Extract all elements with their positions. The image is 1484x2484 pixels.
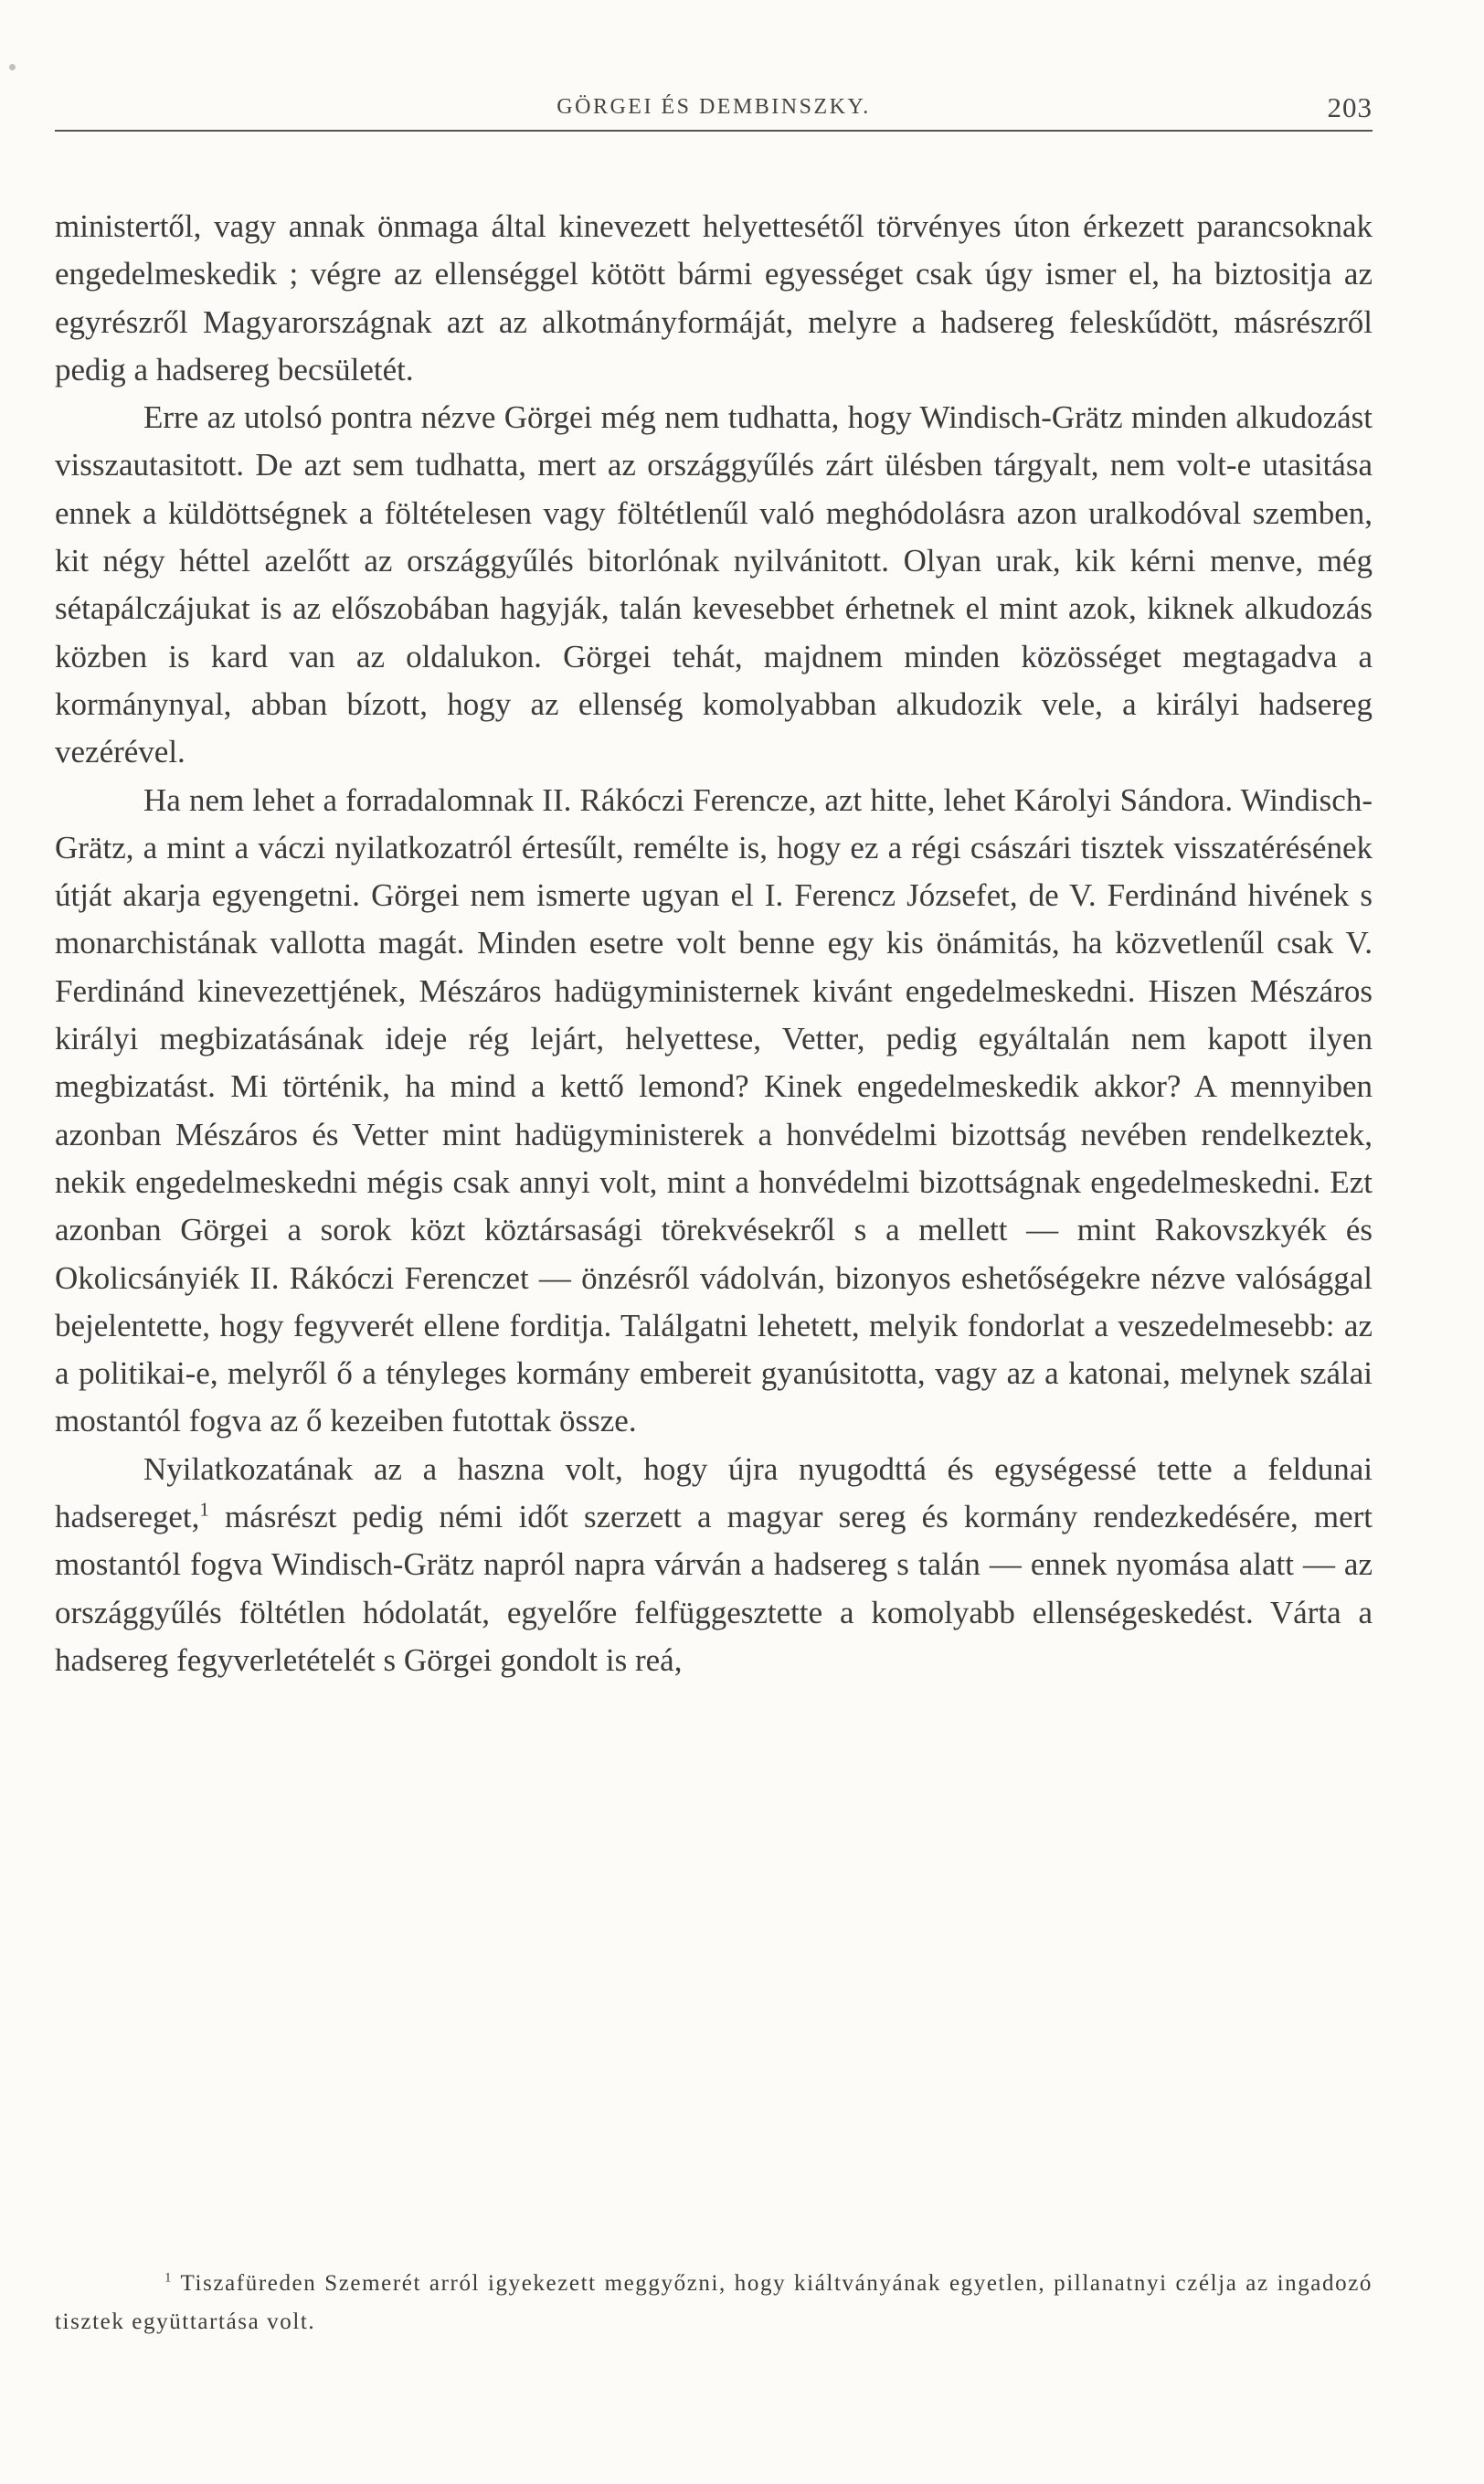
running-title: GÖRGEI ÉS DEMBINSZKY. (556, 95, 871, 119)
running-head (55, 90, 1373, 128)
paragraph-4-end: másrészt pedig némi időt szerzett a magyar sereg és kormány rendezkedésére, mert mostantól fogva Windisch-Grätz napról napra várván a hadsereg s talán — ennek nyomása alatt — az országgyűlés föltétlen hódolatát, egyelőre felfüggesztette a komolyabb ellenségeskedést. Várta a hadsereg fegyverletételét s Görgei gondolt is reá, (55, 1499, 1373, 1678)
page-number: 203 (1327, 91, 1373, 123)
paragraph-4 (55, 1446, 1373, 1684)
footnote-text-block (55, 2265, 1373, 2341)
footnote (55, 2265, 1373, 2341)
paragraph-1: ministertől, vagy annak önmaga által kinevezett helyettesétől törvényes úton érkezett parancsoknak engedelmeskedik ; végre az ellenséggel kötött bármi egyességet csak úgy ismer el, ha biztositja az egyrészről Magyarországnak azt az alkotmányformáját, melyre a hadsereg feleskűdött, másrészről pedig a hadsereg becsületét. (55, 208, 1373, 387)
paragraph-4-start: Nyilatkozatának az a haszna volt, hogy újra nyugodttá és egységessé tette a feldunai hadsereget, (55, 1450, 1373, 1535)
footnote-text: Tiszafüreden Szemerét arról igyekezett meggyőzni, hogy kiáltványának egyetlen, pillanatnyi czélja az ingadozó tisztek együttartása volt. (55, 2271, 1373, 2334)
body-text (55, 203, 1373, 1684)
paper-speck (9, 64, 16, 70)
footnote-marker: 1 (164, 2270, 174, 2286)
paragraph-3: Ha nem lehet a forradalomnak II. Rákóczi Ferencze, azt hitte, lehet Károlyi Sándora. Windisch-Grätz, a mint a váczi nyilatkozatról értesűlt, remélte is, hogy ez a régi császári tisztek visszatérésének útját akarja egyengetni. Görgei nem ismerte ugyan el I. Ferencz Józsefet, de V. Ferdinánd hivének s monarchistának vallotta magát. Minden esetre volt benne egy kis önámitás, ha közvetlenűl csak V. Ferdinánd kinevezettjének, Mészáros hadügyministernek kivánt engedelmeskedni. Hiszen Mészáros királyi megbizatásának ideje rég lejárt, helyettese, Vetter, pedig egyáltalán nem kapott ilyen megbizatást. Mi történik, ha mind a kettő lemond? Kinek engedelmeskedik akkor? A mennyiben azonban Mészáros és Vetter mint hadügyministerek a honvédelmi bizottság nevében rendelkeztek, nekik engedelmeskedni mégis csak annyi volt, mint a honvédelmi bizottságnak engedelmeskedni. Ezt azonban Görgei a sorok közt köztársasági törekvésekről s a mellett — mint Rakovszkyék és Okolicsányiék II. Rákóczi Ferenczet — önzésről vádolván, bizonyos eshetőségekre nézve valósággal bejelentette, hogy fegyverét ellene forditja. Találgatni lehetett, melyik fondorlat a veszedelmesebb: az a politikai-e, melyről ő a tényleges kormány embereit gyanúsitotta, vagy az a katonai, melynek szálai mostantól fogva az ő kezeiben futottak össze. (55, 781, 1373, 1439)
footnote-reference: 1 (199, 1498, 209, 1521)
header-rule (55, 130, 1373, 132)
paragraph-2: Erre az utolsó pontra nézve Görgei még nem tudhatta, hogy Windisch-Grätz minden alkudozást visszautasitott. De azt sem tudhatta, mert az országgyűlés zárt ülésben tárgyalt, nem volt-e utasitása ennek a küldöttségnek a föltételesen vagy föltétlenűl való meghódolásra azon uralkodóval szemben, kit négy héttel azelőtt az országgyűlés bitorlónak nyilvánitott. Olyan urak, kik kérni menve, még sétapálczájukat is az előszobában hagyják, talán kevesebbet érhetnek el mint azok, kiknek alkudozás közben is kard van az oldalukon. Görgei tehát, majdnem minden közösséget megtagadva a kormánynyal, abban bízott, hogy az ellenség komolyabban alkudozik vele, a királyi hadsereg vezérével. (55, 399, 1373, 770)
